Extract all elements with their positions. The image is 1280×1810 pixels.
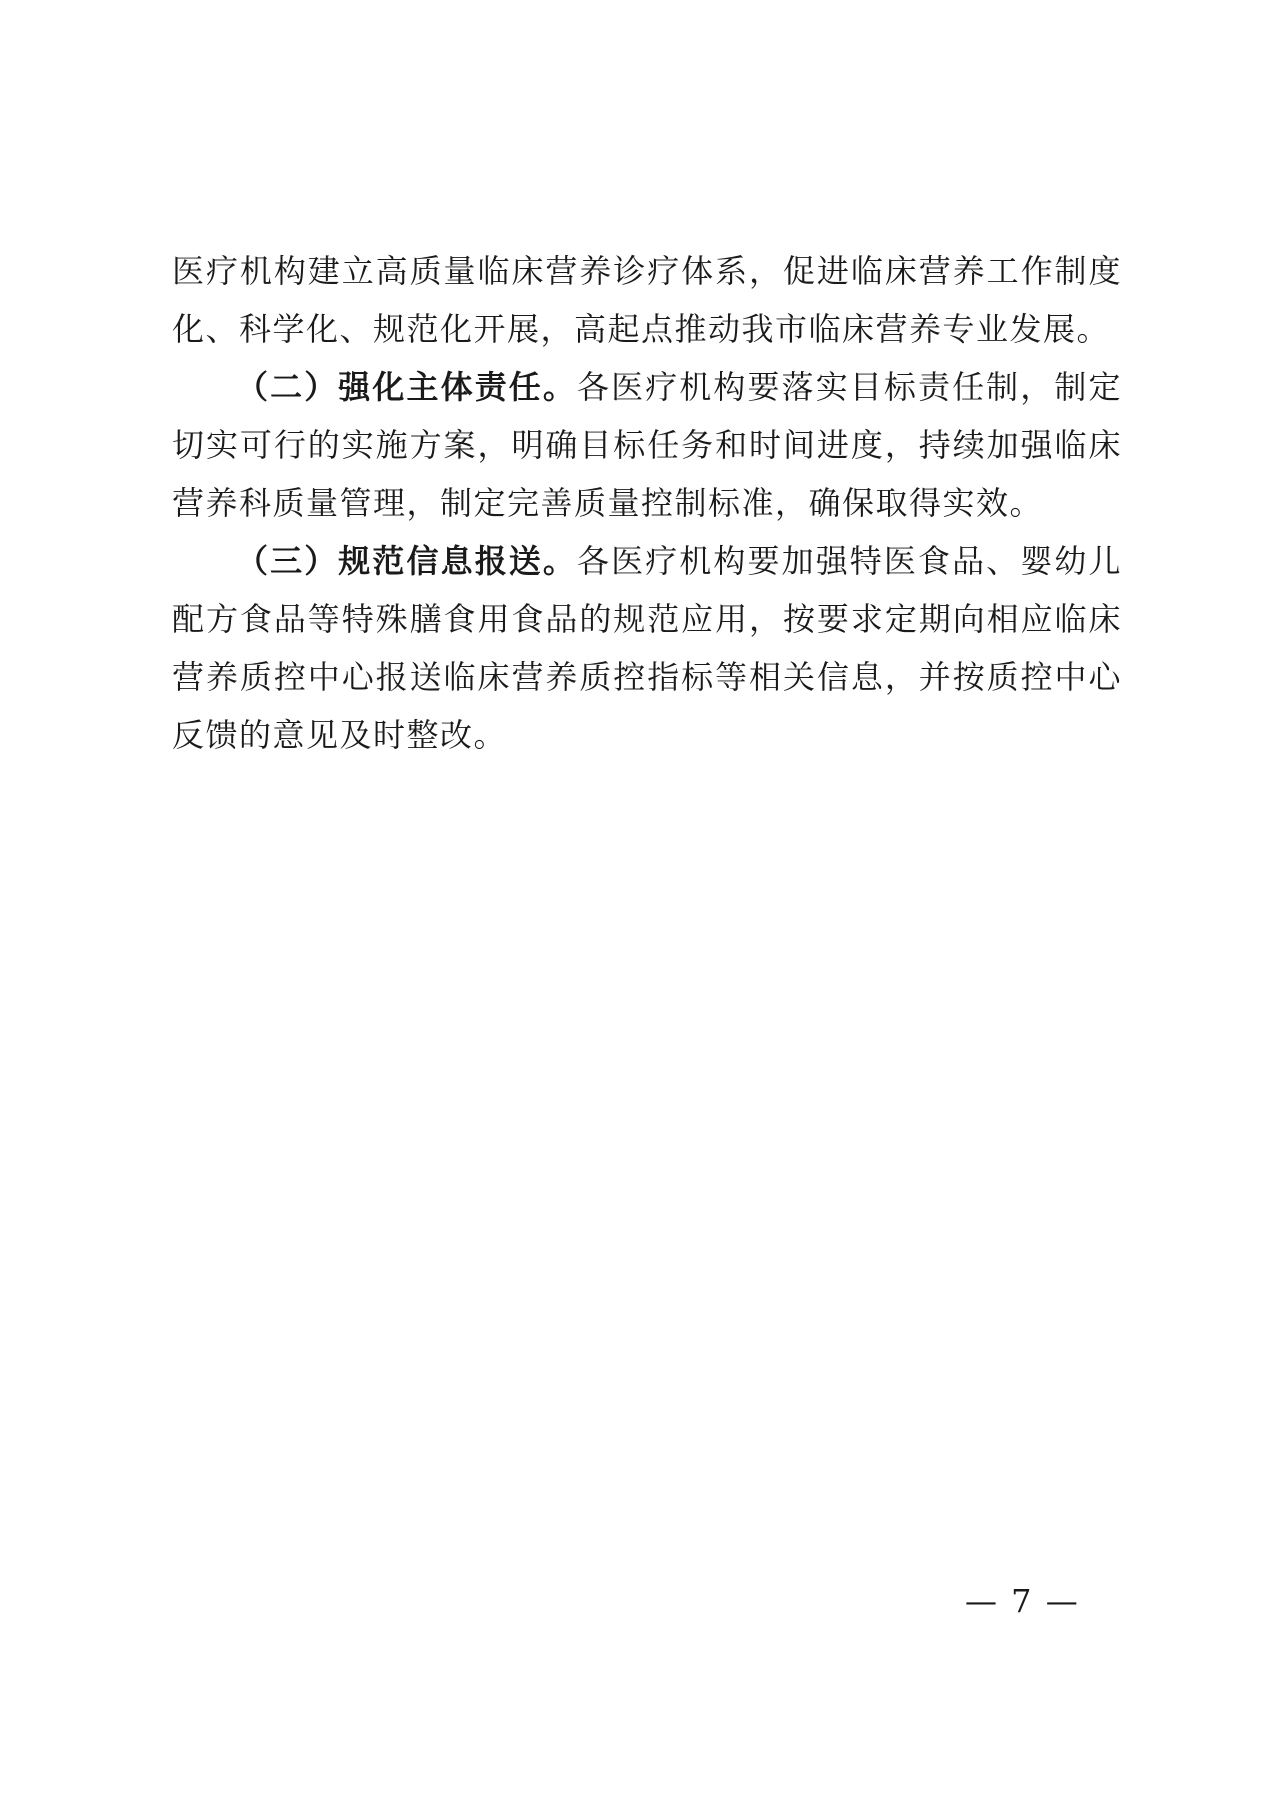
section-heading-2: （二）强化主体责任。 <box>236 368 577 406</box>
paragraph-information-reporting <box>172 532 1122 764</box>
paragraph-3-text: 各医疗机构要加强特医食品、婴幼儿配方食品等特殊膳食用食品的规范应用，按要求定期向相应临床营养质控中心报送临床营养质控指标等相关信息，并按质控中心反馈的意见及时整改。 <box>172 542 1122 754</box>
paragraph-strengthen-responsibility <box>172 358 1122 532</box>
section-heading-3: （三）规范信息报送。 <box>236 542 577 580</box>
paragraph-1-text: 医疗机构建立高质量临床营养诊疗体系，促进临床营养工作制度化、科学化、规范化开展，高起点推动我市临床营养专业发展。 <box>172 252 1122 348</box>
document-body <box>172 242 1122 764</box>
paragraph-continuation <box>172 242 1122 358</box>
page-number: — 7 — <box>965 1582 1080 1620</box>
paragraph-2-text: 各医疗机构要落实目标责任制，制定切实可行的实施方案，明确目标任务和时间进度，持续加强临床营养科质量管理，制定完善质量控制标准，确保取得实效。 <box>172 368 1122 522</box>
